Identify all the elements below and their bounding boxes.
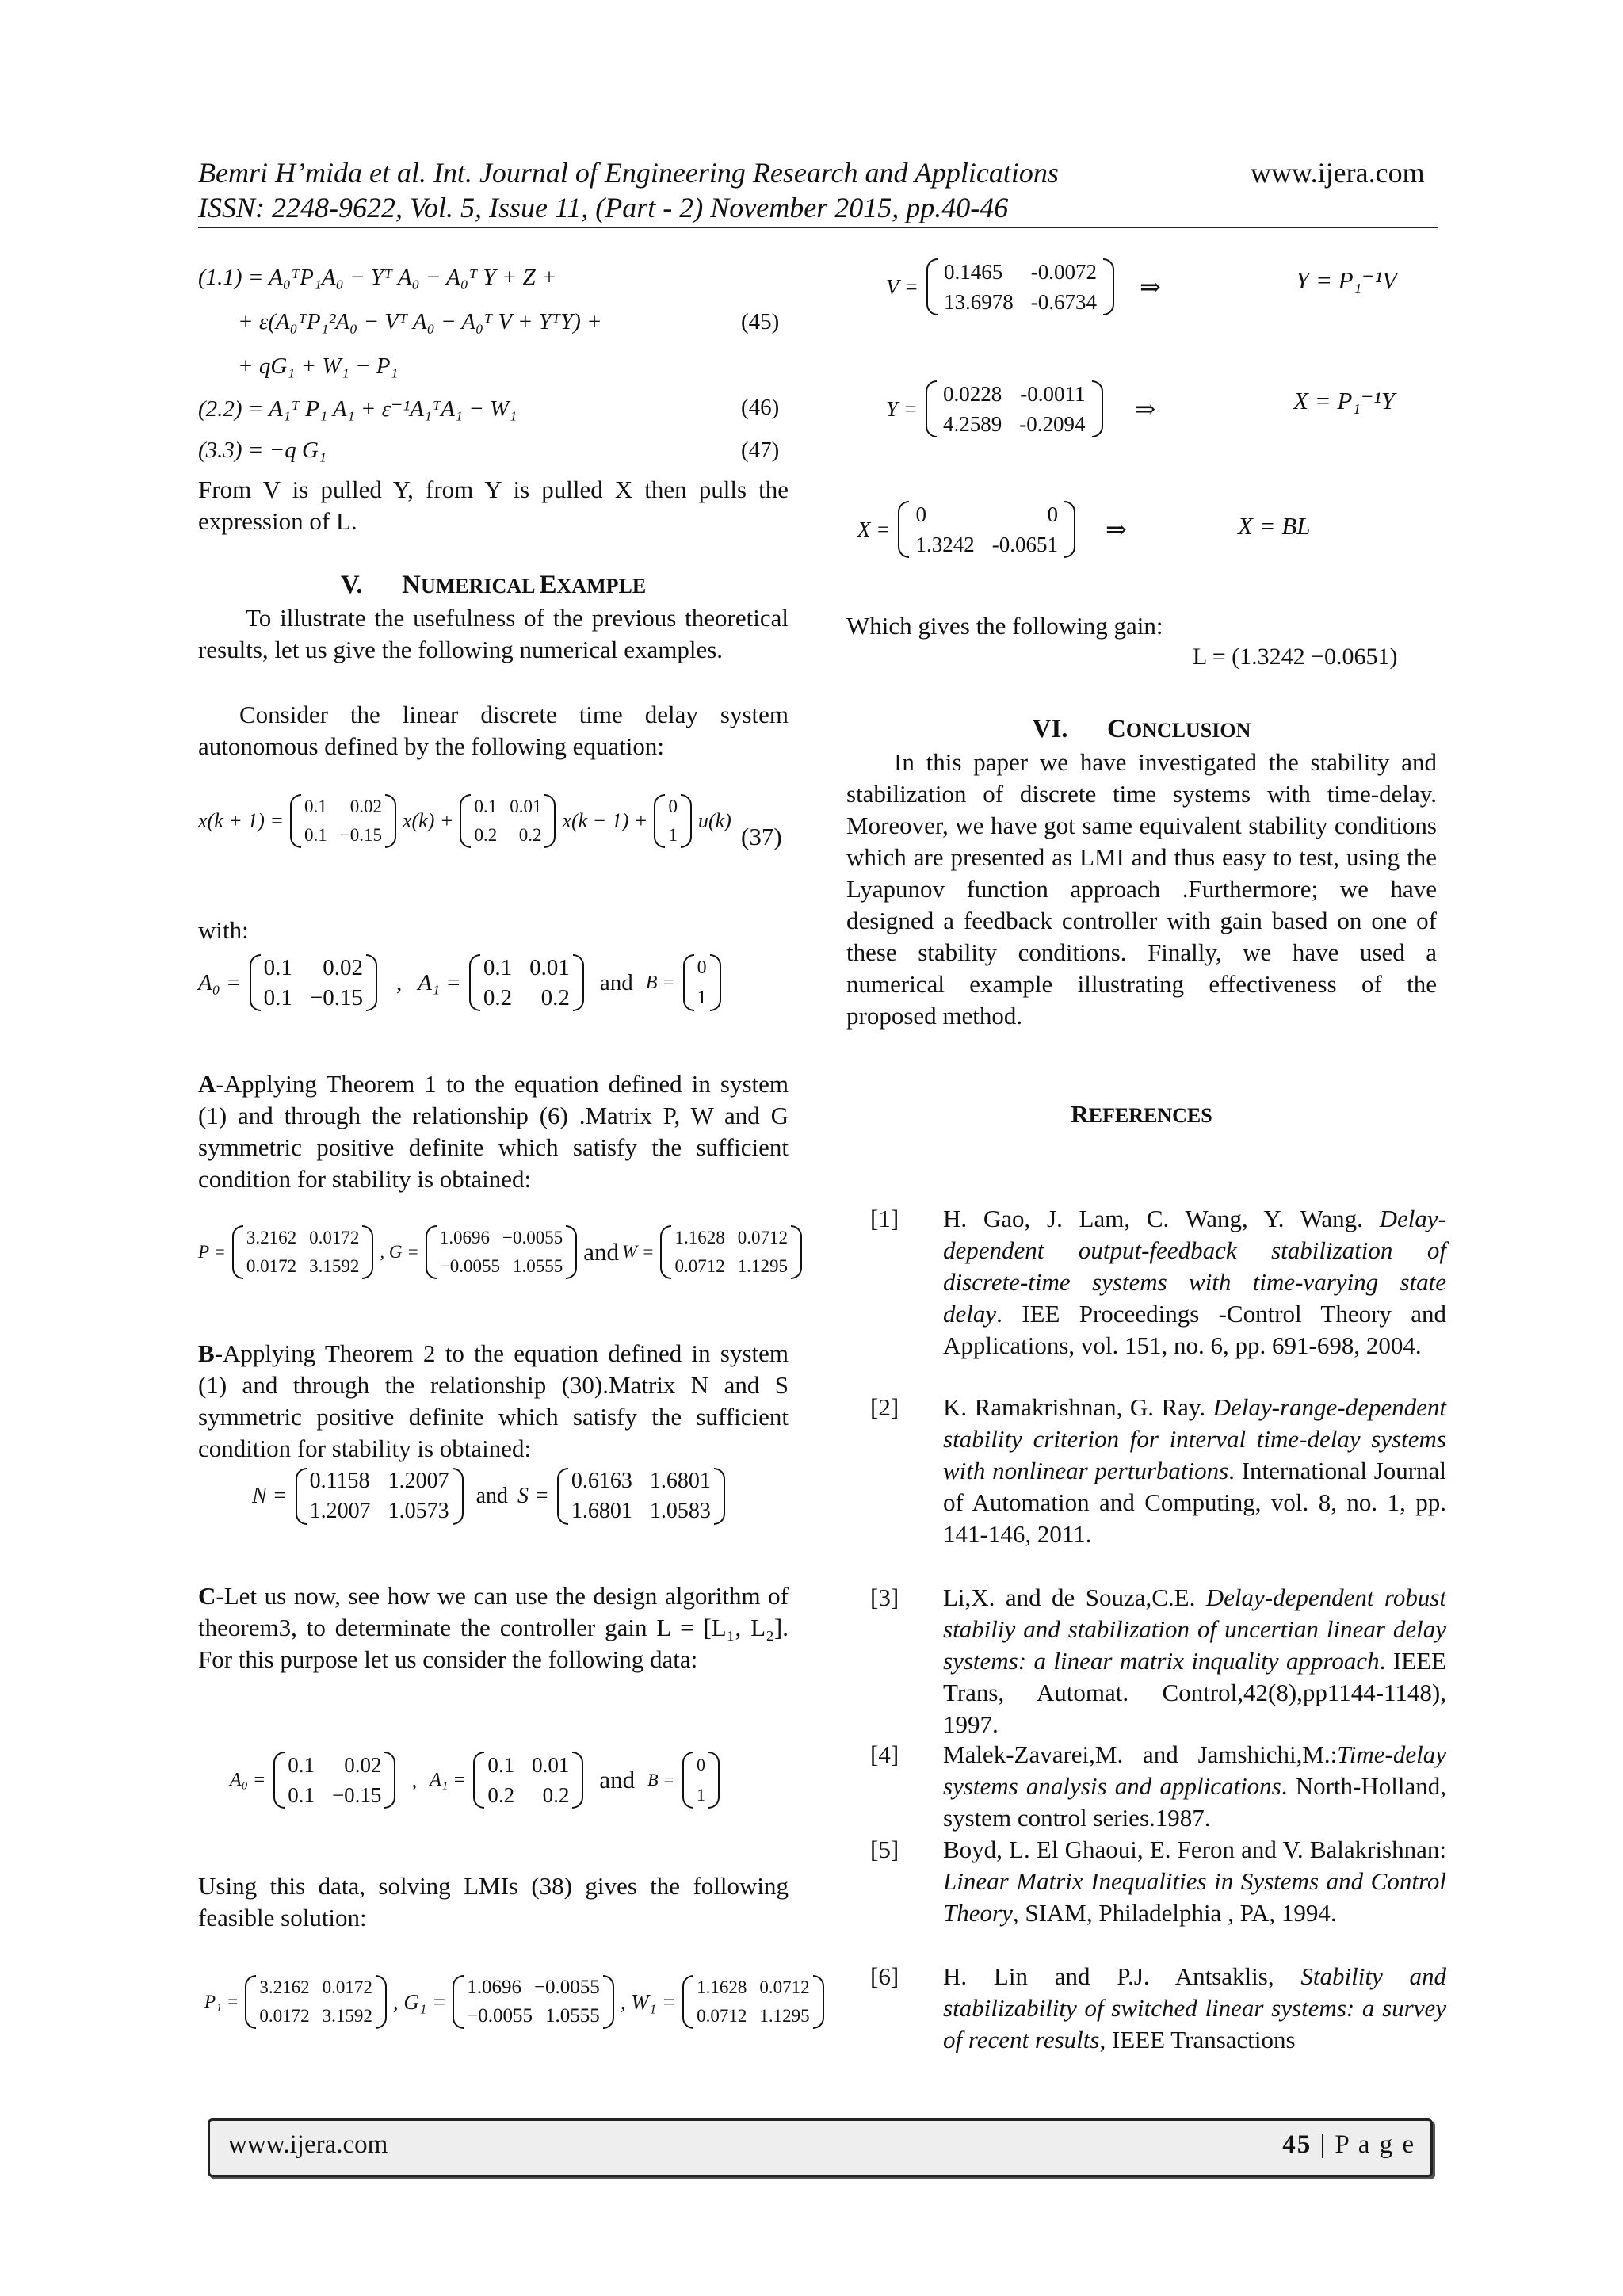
with-matrices: A₀ = 0.1 0.02 0.1 −0.15 , A₁ = 0.1 0.01 0.2 0.2 and B = 0 1	[198, 953, 724, 1013]
equation-1-1-line3: + qG₁ + W₁ − P₁	[238, 353, 399, 379]
footer-bar	[208, 2118, 1433, 2177]
matrix-a0: 0.1 0.02 0.1 −0.15	[290, 793, 396, 850]
equation-3-3: (3.3) = −q G₁	[198, 437, 327, 463]
matrix-x-row: X = 0 0 1.3242 -0.0651 ⇒	[857, 499, 1127, 560]
conclusion-paragraph: In this paper we have investigated the stability and stabilization of discrete time systems with time-delay. Moreover, we have got same equivalent stability conditions which are presented as LMI and thus easy to test, using the Lyapunov function approach .Furthermore; we have designed a feedback controller with gain based on one of these stability conditions. Finally, we have used a numerical example illustrating effectiveness of the proposed method.	[846, 748, 1437, 1030]
equation-37: x(k + 1) = 0.1 0.02 0.1 −0.15 x(k) + 0.1 0.01 0.2 0.2 x(k − 1) + 0 1 u(k)	[198, 793, 731, 850]
matrix-v-row: V = 0.1465 -0.0072 13.6978 -0.6734 ⇒	[886, 257, 1161, 317]
footer-page-number: 45 | P a g e	[1282, 2130, 1415, 2159]
equation-number-45: (45)	[741, 309, 780, 334]
consider-paragraph: Consider the linear discrete time delay system autonomous defined by the following equation:	[198, 701, 789, 760]
pull-paragraph: From V is pulled Y, from Y is pulled X then pulls the expression of L.	[198, 476, 789, 535]
result-y: Y = P₁⁻¹V	[1296, 266, 1397, 294]
header-website: www.ijera.com	[1251, 157, 1425, 189]
result-x: X = P₁⁻¹Y	[1293, 387, 1395, 415]
footer-website: www.ijera.com	[228, 2130, 388, 2159]
intro-paragraph: To illustrate the usefulness of the previous theoretical results, let us give the following numerical examples.	[198, 604, 789, 663]
references-heading: REFERENCES	[1071, 1100, 1212, 1128]
controller-data-matrices: A₀ = 0.1 0.02 0.1 −0.15 , A₁ = 0.1 0.01 0.2 0.2 and B = 0 1	[230, 1750, 723, 1810]
with-label: with:	[198, 916, 249, 944]
gain-text: Which gives the following gain:	[846, 612, 1163, 640]
equation-2-2: (2.2) = A₁ᵀ P₁ A₁ + ε⁻¹A₁ᵀA₁ − W₁	[198, 396, 517, 422]
matrix-a1: 0.1 0.01 0.2 0.2	[460, 793, 556, 850]
equation-number-46: (46)	[741, 395, 780, 420]
matrix-y-row: Y = 0.0228 -0.0011 4.2589 -0.2094 ⇒	[886, 379, 1155, 439]
section-v-heading: V. NUMERICAL EXAMPLE	[340, 571, 647, 599]
matrices-n-s: N = 0.1158 1.2007 1.2007 1.0573 and S = 0.6163 1.6801 1.6801 1.0583	[252, 1466, 728, 1526]
paragraph-c: C-Let us now, see how we can use the design algorithm of theorem3, to determinate the controller gain L = [L₁, L₂]. For this purpose let us consider the following data:	[198, 1582, 789, 1673]
running-header-journal: Bemri H’mida et al. Int. Journal of Engineering Research and Applications	[198, 157, 1059, 189]
matrices-p-g-w: P = 3.2162 0.0172 0.0172 3.1592 , G = 1.0696 −0.0055 −0.0055 1.0555 and W = 1.1628 0.0712 0.0712 1.1295	[198, 1224, 805, 1281]
header-rule	[198, 227, 1438, 228]
gain-value: L = (1.3242 −0.0651)	[1193, 644, 1398, 670]
result-x-bl: X = BL	[1238, 512, 1311, 540]
matrices-p1-g1-w1: P₁ = 3.2162 0.0172 0.0172 3.1592 , G₁ = 1.0696 −0.0055 −0.0055 1.0555 , W₁ = 1.1628 0.0712 0.0712 1.1295	[204, 1973, 827, 2030]
section-vi-heading: VI. CONCLUSION	[1032, 715, 1251, 743]
equation-number-37: (37)	[741, 823, 782, 850]
equation-1-1-line1: (1.1) = A₀ᵀP₁A₀ − Yᵀ A₀ − A₀ᵀ Y + Z +	[198, 265, 557, 290]
matrix-b: 0 1	[654, 793, 692, 850]
equation-number-47: (47)	[741, 437, 780, 463]
paragraph-a: A-Applying Theorem 1 to the equation defined in system (1) and through the relationship (6) .Matrix P, W and G symmetric positive definite which satisfy the sufficient condition for stability is obtained:	[198, 1070, 789, 1193]
running-header-issn: ISSN: 2248-9622, Vol. 5, Issue 11, (Part - 2) November 2015, pp.40-46	[198, 192, 1009, 223]
equation-1-1-line2: + ε(A₀ᵀP₁²A₀ − Vᵀ A₀ − A₀ᵀ V + YᵀY) +	[238, 309, 602, 334]
using-paragraph: Using this data, solving LMIs (38) gives the following feasible solution:	[198, 1872, 789, 1931]
paragraph-b: B-Applying Theorem 2 to the equation defined in system (1) and through the relationship (30).Matrix N and S symmetric positive definite which satisfy the sufficient condition for stability is obtained:	[198, 1339, 789, 1462]
